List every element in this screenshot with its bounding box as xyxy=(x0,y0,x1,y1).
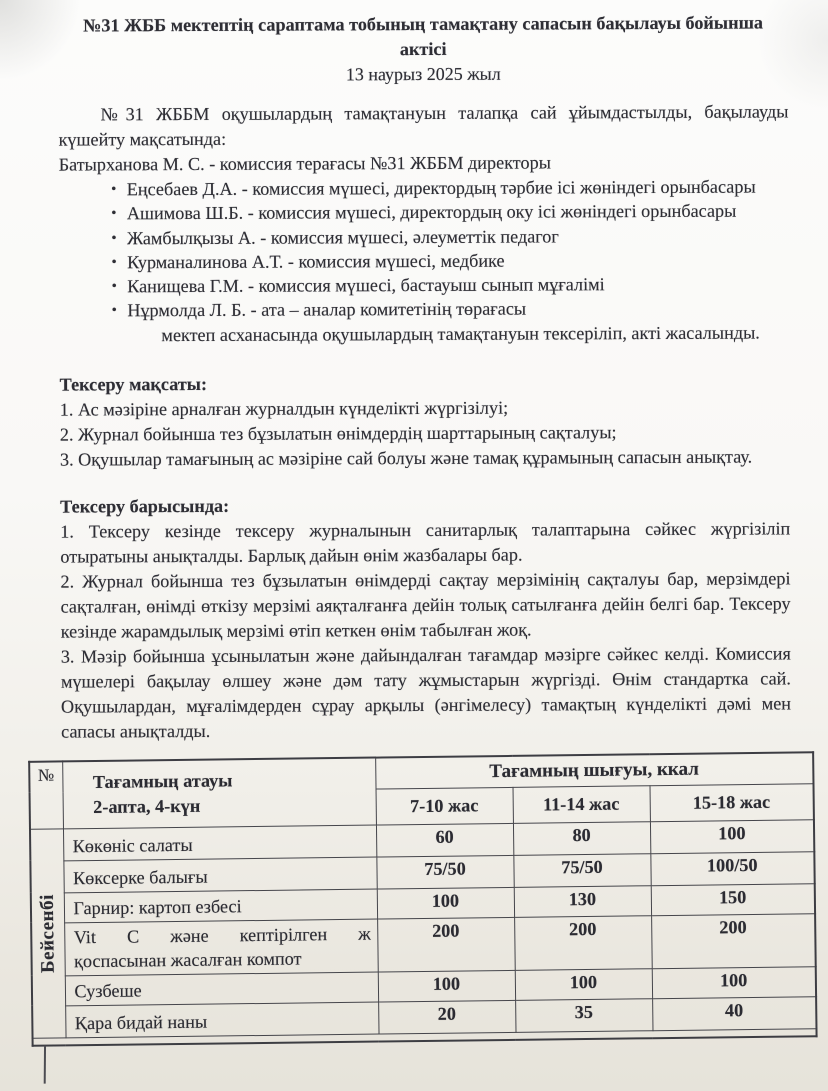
dish-name: Гарнир: картоп езбесі xyxy=(64,889,377,923)
bullet-icon: • xyxy=(111,278,117,295)
kcal-value: 100/50 xyxy=(650,851,814,885)
dish-name: Қара бидай наны xyxy=(65,1002,378,1038)
member-item xyxy=(59,174,789,201)
kcal-value: 100 xyxy=(378,970,515,1002)
bullet-icon: • xyxy=(111,205,117,222)
kcal-value: 75/50 xyxy=(376,855,513,889)
col-header-age-7-10: 7-10 жас xyxy=(376,787,513,825)
dish-name: Сузбеше xyxy=(65,972,378,1006)
kcal-value: 60 xyxy=(376,823,513,857)
kcal-value: 200 xyxy=(514,915,652,970)
col-header-age-15-18: 15-18 жас xyxy=(649,783,813,821)
dish-name: Көксерке балығы xyxy=(63,857,376,893)
kcal-value: 35 xyxy=(515,998,652,1032)
commission-members-list xyxy=(59,174,790,323)
col-header-no: № xyxy=(29,761,63,828)
day-cell xyxy=(30,828,66,1037)
findings-paragraph-3: 3. Мәзір бойынша ұсынылатын және дайындалған тағамдар мәзірге сәйкес келді. Комиссия мүшелері бақылау өлшеу және дәм тату жұмыстарын жүргізді. Өнім стандартка сай. Оқушылардан, мұғалімдерден сұрау арқылы (әнгімелесу) тамақтың күнделікті дәмі мен сапасы анықталды. xyxy=(60,643,792,742)
kcal-value: 200 xyxy=(377,917,515,972)
kcal-value: 20 xyxy=(378,1000,515,1034)
member-text: Канищева Г.М. - комиссия мүшесі, бастауыш сынып мұғалімі xyxy=(127,274,605,297)
member-item xyxy=(59,296,789,323)
document-title-line2: актісі xyxy=(399,38,447,60)
kcal-value: 200 xyxy=(651,913,816,968)
purpose-heading: Тексеру мақсаты: xyxy=(59,373,208,395)
member-item xyxy=(59,247,789,274)
bullet-icon: • xyxy=(111,254,117,271)
kcal-value: 130 xyxy=(514,885,651,917)
member-item xyxy=(59,272,789,299)
intro-paragraph: №31 ЖББМ оқушылардың тамақтануын талапқа сай ұйымдастылды, бақылауды күшейту мақсатында: xyxy=(58,101,789,150)
col-header-kcal: Тағамның шығуы, ккал xyxy=(375,752,813,788)
kcal-value: 100 xyxy=(377,887,514,919)
kcal-value: 75/50 xyxy=(513,853,650,887)
menu-table xyxy=(28,751,817,1047)
col-header-dish xyxy=(62,758,376,829)
findings-paragraph-2: 2. Журнал бойынша тез бұзылатын өнімдерді сақтау мерзімінің сақталуы бар, мерзімдері сақталған, өнімді өткізу мерзімі аяқталғанға дейін толық сатылғанға дейін белгі бар. Тексеру кезінде жарамдылық мерзімі өтіп кеткен өнім табылған жоқ. xyxy=(60,568,791,642)
bullet-icon: • xyxy=(111,302,117,319)
purpose-item-2: 2. Журнал бойынша тез бұзылатын өнімдердің шарттарының сақталуы; xyxy=(59,421,617,445)
menu-table-wrap xyxy=(28,751,815,1047)
dish-header-line2: 2-апта, 4-күн xyxy=(93,795,201,817)
bullet-icon: • xyxy=(111,229,117,246)
scan-line-artifact xyxy=(44,1046,46,1084)
findings-heading: Тексеру барысында: xyxy=(60,495,230,517)
member-text: Жамбылқызы А. - комиссия мүшесі, әлеуметтік педагог xyxy=(126,226,559,248)
purpose-item-3: 3. Оқушылар тамағының ас мәзіріне сай болуы және тамақ құрамының сапасын анықтау. xyxy=(59,446,753,470)
member-text: Нұрмолда Л. Б. - ата – аналар комитетінің төрағасы xyxy=(127,299,527,321)
dish-name xyxy=(64,919,378,976)
dish-header-line1: Тағамның атауы xyxy=(92,770,233,792)
table-row xyxy=(31,913,816,976)
commission-chair-line: Батырханова М. С. - комиссия терағасы №31 ЖББМ директоры xyxy=(58,152,551,175)
dish-name-line1: Vit С және кептірілген ж xyxy=(73,923,371,947)
kcal-value: 80 xyxy=(513,821,650,855)
dish-name: Көкөніс салаты xyxy=(63,825,376,861)
kcal-value: 100 xyxy=(652,966,816,998)
document-title-line1: №31 ЖББ мектептің сараптама тобының тамақтану сапасын бақылауы бойынша xyxy=(83,12,764,36)
member-item xyxy=(59,223,789,250)
bullet-icon: • xyxy=(111,181,117,198)
dish-name-line2: қоспасынан жасалған компот xyxy=(73,947,302,971)
intro-closing-line: мектеп асханасында оқушылардың тамақтануын тексеріліп, акті жасалынды. xyxy=(161,322,760,345)
member-text: Курманалинова А.Т. - комиссия мүшесі, медбике xyxy=(127,250,505,273)
kcal-value: 150 xyxy=(651,883,815,915)
kcal-value: 40 xyxy=(652,996,816,1030)
col-header-age-11-14: 11-14 жас xyxy=(513,785,650,823)
kcal-value: 100 xyxy=(515,968,652,1000)
findings-paragraph-1: 1. Тексеру кезінде тексеру журналынын санитарлық талаптарына сәйкес жүргізіліп отыратыны анықталды. Барлық дайын өнім жазбалары бар. xyxy=(60,518,791,567)
member-text: Еңсебаев Д.А. - комиссия мүшесі, директордың тәрбие ісі жөніндегі орынбасары xyxy=(126,176,756,200)
member-item xyxy=(59,199,789,226)
day-label: Бейсенбі xyxy=(36,893,59,973)
member-text: Ашимова Ш.Б. - комиссия мүшесі, директордың оку ісі жөніндегі орынбасары xyxy=(126,200,737,224)
kcal-value: 100 xyxy=(650,819,814,853)
document-date: 13 наурыз 2025 жыл xyxy=(345,63,501,85)
document-content xyxy=(36,10,792,1033)
purpose-item-1: 1. Ас мәзіріне арналған журналдын күнделікті жүргізілуі; xyxy=(59,397,509,420)
